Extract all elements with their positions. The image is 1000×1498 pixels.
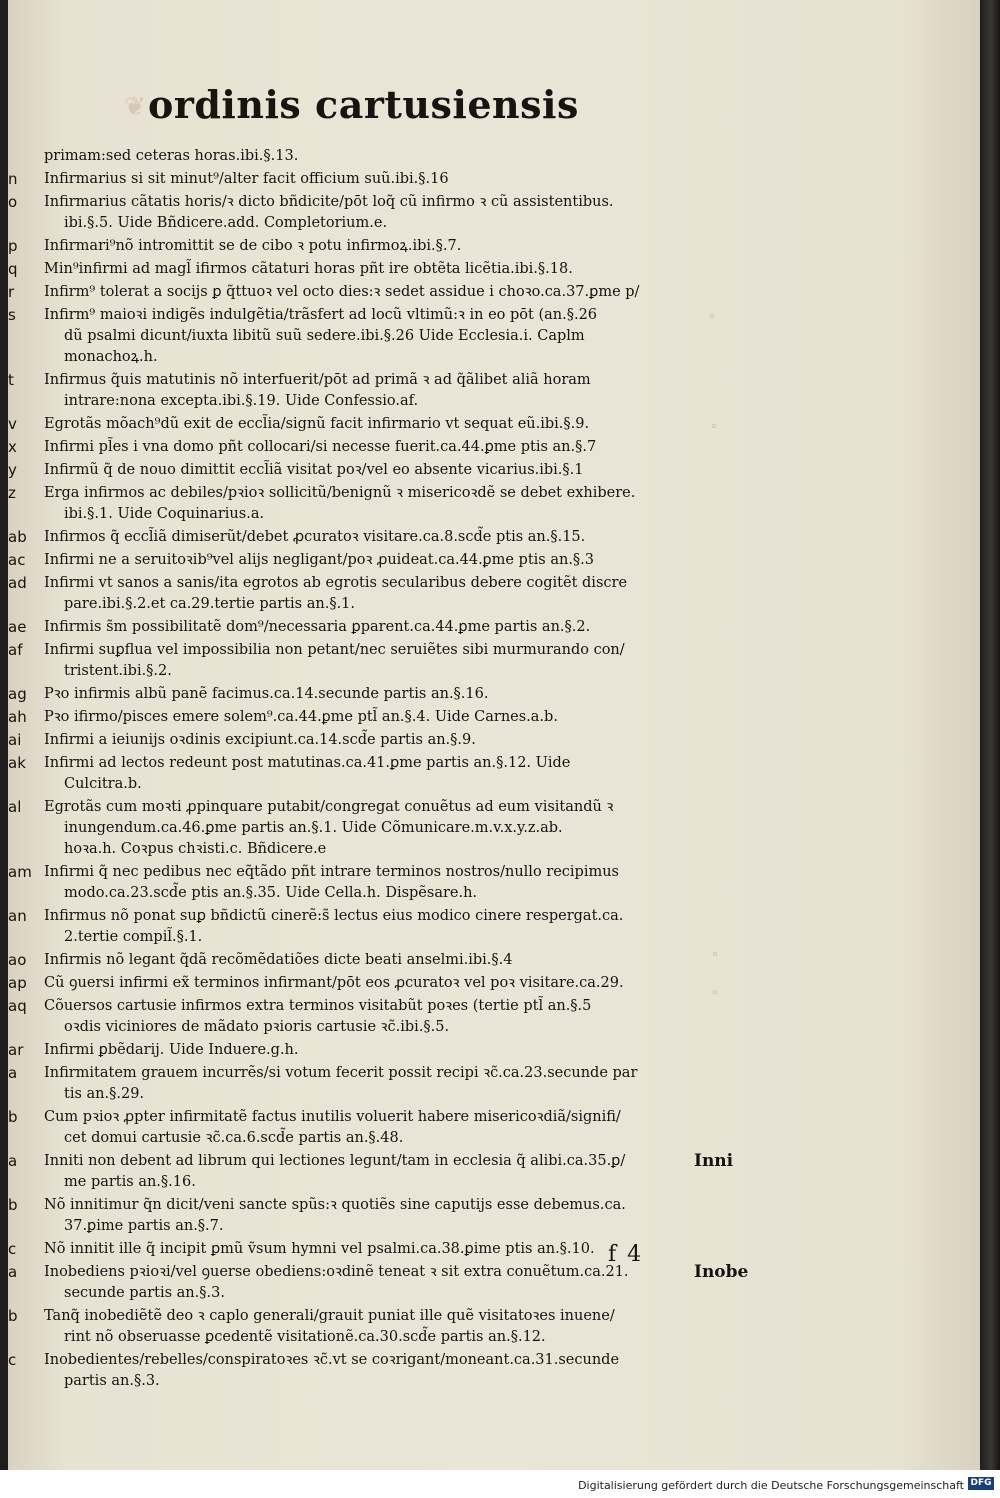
index-entries: [8, 146, 980, 1394]
entry-line: Inobediens pꝛioꝛi/vel ꝯuerse obediens:oꝛdinẽ teneat ꝛ sit extra conuẽtum.ca.21.: [44, 1264, 629, 1280]
index-entry: [8, 996, 980, 1038]
index-entry: [8, 236, 980, 257]
margin-mark: ◦: [710, 420, 718, 435]
entry-line: oꝛdis viciniores de mãdato pꝛioris cartusie ꝛc̃.ibi.§.5.: [64, 1019, 450, 1035]
entry-line: Infirmarius cãtatis horis/ꝛ dicto bñdicite/pōt loq̃ cũ infirmo ꝛ cũ assistentibus.: [44, 194, 614, 210]
page-edge-right: [980, 0, 1000, 1470]
margin-mark: ◦: [708, 310, 716, 325]
entry-line: Infirmi vt sanos a sanis/ita egrotos ab egrotis secularibus debere cogitẽt discre: [44, 575, 628, 591]
index-entry: [8, 753, 980, 795]
entry-line: Egrotãs mõach⁹dũ exit de eccl̃ia/signũ facit infirmario vt sequat eũ.ibi.§.9.: [44, 416, 590, 432]
entry-line: primam:sed ceteras horas.ibi.§.13.: [44, 148, 299, 164]
entry-line: Pꝛo ifirmo/pisces emere solem⁹.ca.44.ꝑme ptl̃ an.§.4. Uide Carnes.a.b.: [44, 709, 558, 725]
margin-mark: ◦: [711, 986, 719, 1001]
index-entry: [8, 169, 980, 190]
scanned-page: [8, 0, 980, 1470]
signature-mark: f 4: [608, 1242, 644, 1267]
entry-letter: t: [8, 371, 14, 389]
index-entry: [8, 282, 980, 303]
entry-line: Egrotãs cum moꝛti ꝓpinquare putabit/congregat conuẽtus ad eum visitandũ ꝛ: [44, 799, 614, 815]
entry-line: Infirm⁹ tolerat a socijs ꝑ q̃ttuoꝛ vel octo dies:ꝛ sedet assidue i choꝛo.ca.37.ꝑme p/: [44, 284, 640, 300]
entry-line: Infirmi ne a seruitoꝛib⁹vel alijs negligant/poꝛ ꝓuideat.ca.44.ꝑme ptis an.§.3: [44, 552, 595, 568]
page-edge-left: [0, 0, 8, 1470]
entry-line: Cõuersos cartusie infirmos extra terminos visitabũt poꝛes (tertie ptl̃ an.§.5: [44, 998, 592, 1014]
entry-line: ibi.§.5. Uide Bñdicere.add. Completorium.e.: [64, 215, 388, 231]
entry-line: 37.ꝑime partis an.§.7.: [64, 1218, 224, 1234]
index-entry: [8, 550, 980, 571]
entry-line: Infirmus nõ ponat suꝑ bñdictũ cinerẽ:s̃ lectus eius modico cinere respergat.ca.: [44, 908, 624, 924]
entry-line: Infirmi q̃ nec pedibus nec eq̃tãdo pñt intrare terminos nostros/nullo recipimus: [44, 864, 620, 880]
entry-letter: b: [8, 1196, 18, 1214]
index-entry: [8, 573, 980, 615]
entry-letter: r: [8, 283, 15, 301]
entry-letter: ae: [8, 618, 27, 636]
entry-letter: c: [8, 1240, 17, 1258]
index-entry: [8, 1107, 980, 1149]
entry-letter: ah: [8, 708, 27, 726]
index-entry: [8, 1350, 980, 1392]
entry-letter: b: [8, 1307, 18, 1325]
entry-letter: v: [8, 415, 17, 433]
entry-letter: af: [8, 641, 23, 659]
entry-line: ibi.§.1. Uide Coquinarius.a.: [64, 506, 265, 522]
entry-letter: b: [8, 1108, 18, 1126]
index-entry: [8, 1151, 980, 1193]
entry-letter: ag: [8, 685, 27, 703]
entry-letter: s: [8, 306, 16, 324]
entry-letter: ap: [8, 974, 27, 992]
entry-letter: ai: [8, 731, 22, 749]
index-entry: [8, 684, 980, 705]
index-entry: [8, 437, 980, 458]
entry-letter: n: [8, 170, 18, 188]
entry-line: Infirmis nõ legant q̃dã recõmẽdatiões dicte beati anselmi.ibi.§.4: [44, 952, 513, 968]
index-entry: [8, 707, 980, 728]
entry-line: Infirmi ꝑbẽdarij. Uide Induere.g.h.: [44, 1042, 299, 1058]
entry-line: pare.ibi.§.2.et ca.29.tertie partis an.§.1.: [64, 596, 356, 612]
entry-line: cet domui cartusie ꝛc̃.ca.6.scd̃e partis an.§.48.: [64, 1130, 404, 1146]
index-entry: [8, 460, 980, 481]
index-entry: [8, 192, 980, 234]
entry-line: Infirmus q̃uis matutinis nõ interfuerit/pōt ad primã ꝛ ad q̃ãlibet aliã horam: [44, 372, 591, 388]
index-entry: [8, 305, 980, 368]
index-entry: [8, 146, 980, 167]
entry-letter: q: [8, 260, 18, 278]
entry-line: Nõ innitit ille q̃ incipit ꝑmũ ṽsum hymni vel psalmi.ca.38.ꝑime ptis an.§.10.: [44, 1241, 595, 1257]
entry-letter: ad: [8, 574, 27, 592]
entry-line: inungendum.ca.46.ꝑme partis an.§.1. Uide Cõmunicare.m.v.x.y.z.ab.: [64, 820, 563, 836]
entry-line: Infirmis s̃m possibilitatẽ dom⁹/necessaria ꝑparent.ca.44.ꝑme partis an.§.2.: [44, 619, 591, 635]
entry-line: Min⁹infirmi ad magl̃ ifirmos cãtaturi horas pñt ire obtẽta licẽtia.ibi.§.18.: [44, 261, 573, 277]
entry-letter: aq: [8, 997, 27, 1015]
entry-letter: a: [8, 1263, 18, 1281]
entry-line: intrare:nona excepta.ibi.§.19. Uide Confessio.af.: [64, 393, 419, 409]
index-entry: [8, 259, 980, 280]
entry-line: secunde partis an.§.3.: [64, 1285, 225, 1301]
entry-line: modo.ca.23.scd̃e ptis an.§.35. Uide Cella.h. Dispẽsare.h.: [64, 885, 478, 901]
entry-letter: am: [8, 863, 32, 881]
entry-letter: p: [8, 237, 18, 255]
footer-credit: Digitalisierung gefördert durch die Deutsche Forschungsgemeinschaft: [578, 1479, 964, 1492]
entry-letter: ao: [8, 951, 27, 969]
index-entry: [8, 617, 980, 638]
entry-line: Inniti non debent ad librum qui lectiones legunt/tam in ecclesia q̃ alibi.ca.35.ꝑ/: [44, 1153, 626, 1169]
index-entry: [8, 483, 980, 525]
entry-line: Infirmos q̃ eccl̃iã dimiserũt/debet ꝓcuratoꝛ visitare.ca.8.scd̃e ptis an.§.15.: [44, 529, 586, 545]
entry-letter: an: [8, 907, 27, 925]
entry-line: Infirmũ q̃ de nouo dimittit eccl̃iã visitat poꝛ/vel eo absente vicarius.ibi.§.1: [44, 462, 584, 478]
entry-letter: y: [8, 461, 17, 479]
margin-catchword: Inobe: [694, 1262, 749, 1282]
entry-letter: x: [8, 438, 17, 456]
entry-line: Infirmi suꝑflua vel impossibilia non petant/nec seruiẽtes sibi murmurando con/: [44, 642, 625, 658]
index-entry: [8, 973, 980, 994]
index-entry: [8, 640, 980, 682]
ornament-mark: ❦: [124, 92, 146, 122]
entry-line: Tanq̃ inobediẽtẽ deo ꝛ caplo generali/grauit puniat ille quẽ visitatoꝛes inuene/: [44, 1308, 615, 1324]
entry-letter: al: [8, 798, 22, 816]
index-entry: [8, 730, 980, 751]
margin-catchword: Inni: [694, 1151, 734, 1171]
entry-letter: z: [8, 484, 16, 502]
entry-line: Nõ innitimur q̃n dicit/veni sancte spũs:ꝛ quotiẽs sine caputijs esse debemus.ca.: [44, 1197, 626, 1213]
entry-letter: ab: [8, 528, 27, 546]
index-entry: [8, 950, 980, 971]
entry-line: Infirmari⁹nõ intromittit se de cibo ꝛ potu infirmoꝝ.ibi.§.7.: [44, 238, 462, 254]
entry-line: rint nõ obseruasse ꝑcedentẽ visitationẽ.ca.30.scd̃e partis an.§.12.: [64, 1329, 546, 1345]
entry-line: tristent.ibi.§.2.: [64, 663, 172, 679]
entry-line: Infirm⁹ maioꝛi indigẽs indulgẽtia/trãsfert ad locũ vltimũ:ꝛ in eo pōt (an.§.26: [44, 307, 598, 323]
entry-letter: ar: [8, 1041, 24, 1059]
index-entry: [8, 370, 980, 412]
entry-line: Infirmarius si sit minut⁹/alter facit officium suũ.ibi.§.16: [44, 171, 449, 187]
entry-line: Cũ ꝯuersi infirmi ex̃ terminos infirmant/pōt eos ꝓcuratoꝛ vel poꝛ visitare.ca.29.: [44, 975, 624, 991]
entry-letter: o: [8, 193, 18, 211]
index-entry: [8, 527, 980, 548]
entry-line: monachoꝝ.h.: [64, 349, 158, 365]
entry-letter: ac: [8, 551, 26, 569]
entry-letter: c: [8, 1351, 17, 1369]
index-entry: [8, 1262, 980, 1304]
index-entry: [8, 1063, 980, 1105]
margin-mark: ◦: [711, 948, 719, 963]
index-entry: [8, 862, 980, 904]
entry-letter: a: [8, 1152, 18, 1170]
entry-line: hoꝛa.h. Coꝛpus chꝛisti.c. Bñdicere.e: [64, 841, 327, 857]
index-entry: [8, 1239, 980, 1260]
entry-line: Cum pꝛioꝛ ꝓpter infirmitatẽ factus inutilis voluerit habere misericoꝛdiã/signifi/: [44, 1109, 621, 1125]
entry-line: partis an.§.3.: [64, 1373, 160, 1389]
entry-line: dũ psalmi dicunt/iuxta libitũ suũ sedere.ibi.§.26 Uide Ecclesia.i. Caplm: [64, 328, 585, 344]
index-entry: [8, 1306, 980, 1348]
entry-line: Infirmi pl̃es i vna domo pñt collocari/si necesse fuerit.ca.44.ꝑme ptis an.§.7: [44, 439, 597, 455]
entry-line: Culcitra.b.: [64, 776, 142, 792]
index-entry: [8, 1195, 980, 1237]
entry-line: me partis an.§.16.: [64, 1174, 196, 1190]
index-entry: [8, 414, 980, 435]
entry-line: Pꝛo infirmis albũ panẽ facimus.ca.14.secunde partis an.§.16.: [44, 686, 489, 702]
entry-line: Infirmi ad lectos redeunt post matutinas.ca.41.ꝑme partis an.§.12. Uide: [44, 755, 571, 771]
entry-line: 2.tertie compil̃.§.1.: [64, 929, 203, 945]
entry-line: Inobedientes/rebelles/conspiratoꝛes ꝛc̃.vt se coꝛrigant/moneant.ca.31.secunde: [44, 1352, 620, 1368]
entry-letter: ak: [8, 754, 26, 772]
entry-line: Erga infirmos ac debiles/pꝛioꝛ sollicitũ/benignũ ꝛ misericoꝛdẽ se debet exhibere.: [44, 485, 636, 501]
index-entry: [8, 1040, 980, 1061]
entry-letter: a: [8, 1064, 18, 1082]
entry-line: tis an.§.29.: [64, 1086, 145, 1102]
index-entry: [8, 906, 980, 948]
entry-line: Infirmitatem grauem incurrẽs/si votum fecerit possit recipi ꝛc̃.ca.23.secunde par: [44, 1065, 638, 1081]
running-header: ordinis cartusiensis: [148, 82, 579, 127]
dfg-logo: DFG: [968, 1477, 994, 1490]
index-entry: [8, 797, 980, 860]
entry-line: Infirmi a ieiunijs oꝛdinis excipiunt.ca.14.scd̃e partis an.§.9.: [44, 732, 476, 748]
